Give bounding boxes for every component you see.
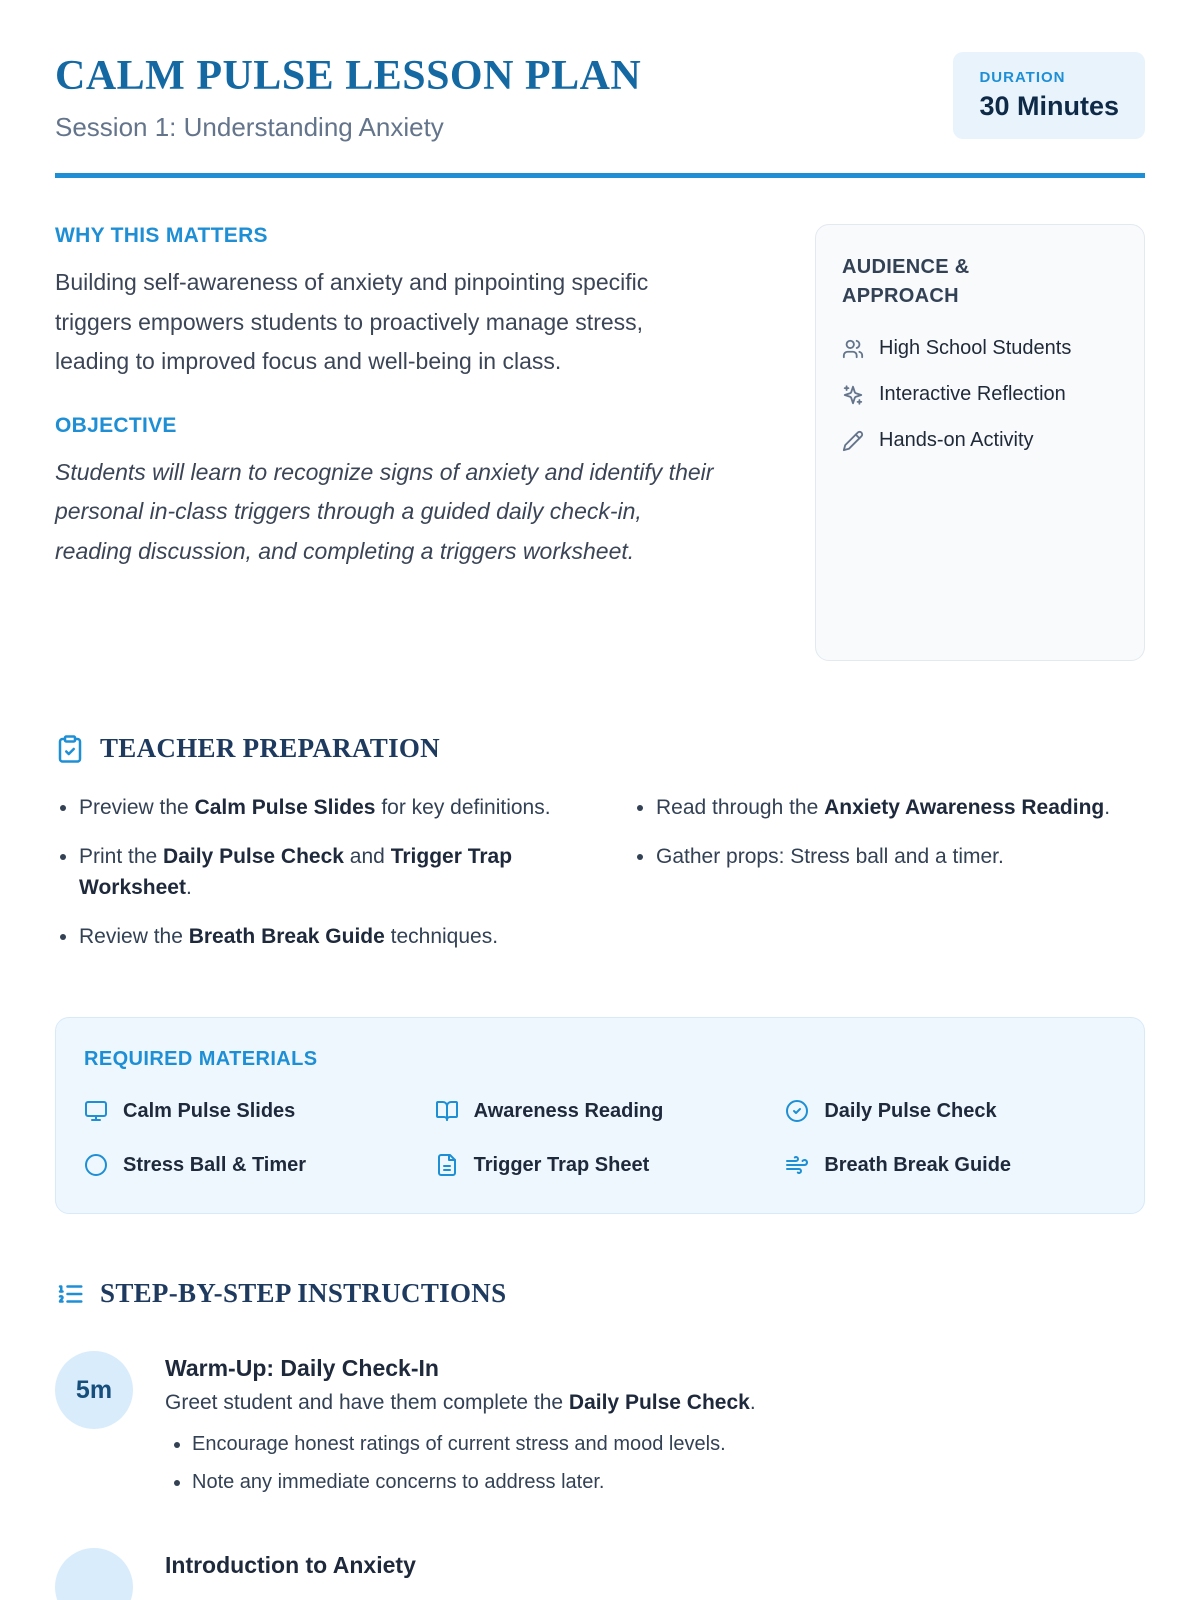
check-circle-icon — [785, 1099, 809, 1123]
material-item — [435, 1153, 766, 1177]
preparation-list-right — [632, 792, 1145, 969]
book-open-icon — [435, 1099, 459, 1123]
required-materials-card — [55, 1017, 1145, 1214]
wind-icon — [785, 1153, 809, 1177]
step-time-badge: 5m — [55, 1351, 133, 1429]
step-item — [55, 1351, 1145, 1506]
steps-heading-label: STEP-BY-STEP INSTRUCTIONS — [100, 1278, 507, 1308]
material-item — [84, 1099, 415, 1123]
header-titles — [55, 52, 641, 143]
why-this-matters-section — [55, 224, 773, 382]
material-item-label: Daily Pulse Check — [824, 1099, 997, 1122]
clipboard-check-icon — [55, 734, 85, 764]
material-item-label: Awareness Reading — [473, 1099, 664, 1122]
prep-item: • Review the Breath Break Guide techniques. — [79, 921, 568, 953]
sparkles-icon — [842, 384, 864, 406]
page-title: CALM PULSE LESSON PLAN — [55, 53, 642, 99]
audience-item-label: Interactive Reflection — [879, 383, 1066, 405]
objective-section — [55, 414, 773, 572]
monitor-icon — [84, 1099, 108, 1123]
material-item-label: Breath Break Guide — [824, 1153, 1012, 1176]
required-materials-heading: REQUIRED MATERIALS — [84, 1048, 318, 1070]
duration-card — [953, 52, 1145, 139]
duration-value: 30 Minutes — [979, 91, 1119, 121]
material-item — [435, 1099, 766, 1123]
step-body — [165, 1351, 756, 1506]
intro-text-column — [55, 224, 773, 571]
audience-item-label: Hands-on Activity — [879, 429, 1034, 451]
audience-heading: AUDIENCE & APPROACH — [842, 256, 970, 307]
header — [55, 52, 1145, 143]
audience-item-label: High School Students — [879, 337, 1072, 359]
preparation-lists — [55, 792, 1145, 969]
file-text-icon — [435, 1153, 459, 1177]
prep-item: • Read through the Anxiety Awareness Reading. — [656, 792, 1145, 824]
teacher-preparation-heading-label: TEACHER PREPARATION — [100, 733, 440, 763]
material-item-label: Trigger Trap Sheet — [473, 1153, 650, 1176]
audience-item — [842, 383, 1118, 406]
why-heading: WHY THIS MATTERS — [55, 224, 268, 247]
prep-item: • Gather props: Stress ball and a timer. — [656, 841, 1145, 873]
step-time-badge — [55, 1548, 133, 1600]
why-body: Building self-awareness of anxiety and pinpointing specific triggers empowers students to proactively manage stress, leading to improved focus and well-being in class. — [55, 269, 649, 375]
step-title: Warm-Up: Daily Check-In — [165, 1355, 439, 1381]
circle-icon — [84, 1153, 108, 1177]
prep-item: • Preview the Calm Pulse Slides for key definitions. — [79, 792, 568, 824]
ordered-list-icon — [55, 1279, 85, 1309]
intro-area — [55, 224, 1145, 661]
objective-heading: OBJECTIVE — [55, 413, 177, 437]
teacher-preparation-heading — [55, 733, 1145, 764]
objective-body: Students will learn to recognize signs of anxiety and identify their personal in-class triggers through a guided daily check-in, reading discussion, and completing a triggers worksheet. — [55, 458, 714, 564]
page-subtitle: Session 1: Understanding Anxiety — [55, 112, 444, 142]
step-title: Introduction to Anxiety — [165, 1552, 416, 1578]
users-icon — [842, 338, 864, 360]
material-item-label: Calm Pulse Slides — [123, 1099, 296, 1122]
prep-item: • Print the Daily Pulse Check and Trigger Trap Worksheet. — [79, 841, 568, 904]
material-item — [785, 1153, 1116, 1177]
pencil-icon — [842, 430, 864, 452]
step-item — [55, 1548, 1145, 1600]
step-bullet-list — [165, 1430, 756, 1497]
preparation-list-left — [55, 792, 568, 969]
teacher-preparation-section — [55, 733, 1145, 969]
step-body — [165, 1548, 416, 1579]
material-item — [84, 1153, 415, 1177]
step-description: Greet student and have them complete the Daily Pulse Check. — [165, 1391, 756, 1414]
audience-card — [815, 224, 1145, 661]
audience-item — [842, 429, 1118, 452]
step-bullet: • Note any immediate concerns to address later. — [192, 1468, 756, 1497]
steps-section — [55, 1278, 1145, 1600]
duration-label: DURATION — [979, 69, 1066, 86]
divider — [55, 173, 1145, 178]
materials-grid — [84, 1099, 1116, 1177]
audience-item — [842, 337, 1118, 360]
material-item — [785, 1099, 1116, 1123]
steps-heading — [55, 1278, 1145, 1309]
step-bullet: • Encourage honest ratings of current stress and mood levels. — [192, 1430, 756, 1459]
material-item-label: Stress Ball & Timer — [123, 1153, 307, 1176]
